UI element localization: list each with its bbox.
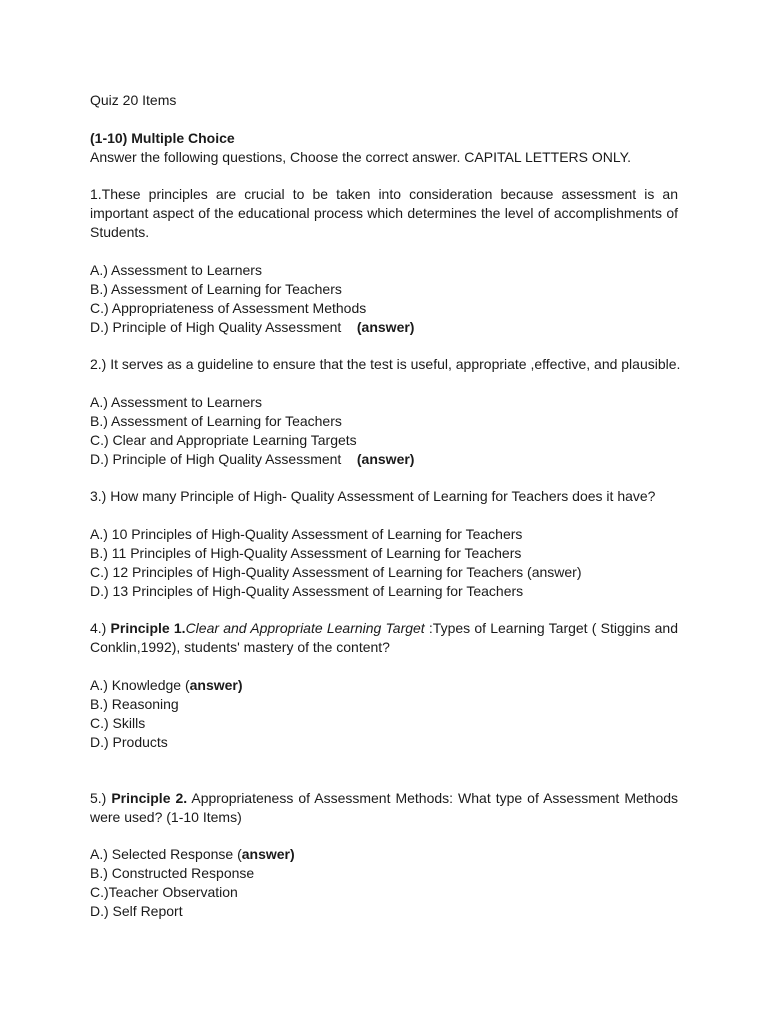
section-heading-text: (1-10) Multiple Choice	[90, 129, 235, 146]
question-4-option-a	[90, 676, 678, 695]
question-4-option-a-text: A.) Knowledge (	[90, 676, 190, 693]
question-1-option-d-text: D.) Principle of High Quality Assessment	[90, 318, 342, 335]
question-5-option-d: D.) Self Report	[90, 903, 183, 919]
question-4-rest: :Types of Learning Target ( Stiggins and Conklin,1992), students' mastery of the content?	[90, 620, 678, 655]
question-5-option-c: C.)Teacher Observation	[90, 884, 238, 900]
question-1-option-b: B.) Assessment of Learning for Teachers	[90, 280, 342, 297]
question-5-option-a-text: A.) Selected Response (	[90, 846, 242, 862]
question-1-text: 1.These principles are crucial to be taken into consideration because assessment is an important aspect of the educational process which determines the level of accomplishments of Students.	[90, 186, 678, 240]
quiz-title: Quiz 20 Items	[90, 92, 177, 108]
question-2-text: 2.) It serves as a guideline to ensure that the test is useful, appropriate ,effective, and plausible.	[90, 356, 681, 372]
question-2-option-b: B.) Assessment of Learning for Teachers	[90, 412, 342, 429]
question-1-option-c: C.) Appropriateness of Assessment Methods	[90, 299, 367, 316]
question-2-option-c: C.) Clear and Appropriate Learning Targets	[90, 431, 357, 448]
question-4-answer-mark: answer)	[189, 676, 243, 693]
question-3-option-d: D.) 13 Principles of High-Quality Assessment of Learning for Teachers	[90, 582, 524, 599]
section-instructions: Answer the following questions, Choose the correct answer. CAPITAL LETTERS ONLY.	[90, 148, 632, 165]
question-5-principle: Principle 2.	[111, 789, 188, 806]
question-4-option-d: D.) Products	[90, 733, 168, 750]
question-5-option-a	[90, 845, 678, 864]
question-5-rest: Appropriateness of Assessment Methods: What type of Assessment Methods were used? (1-10 Items)	[90, 789, 679, 825]
question-5-option-b: B.) Constructed Response	[90, 865, 255, 881]
question-1-answer-mark: (answer)	[356, 318, 415, 335]
document-content	[90, 91, 681, 921]
question-3-text: 3.) How many Principle of High- Quality Assessment of Learning for Teachers does it have?	[90, 488, 656, 504]
question-4-principle: Principle 1.	[110, 620, 186, 636]
question-5-number: 5.)	[90, 789, 107, 806]
question-5-answer-mark: answer)	[241, 846, 295, 862]
question-4-text	[90, 619, 678, 657]
question-2-option-d	[90, 450, 678, 469]
question-4-option-c: C.) Skills	[90, 714, 146, 731]
question-3-option-a: A.) 10 Principles of High-Quality Assessment of Learning for Teachers	[90, 525, 523, 542]
question-4-option-b: B.) Reasoning	[90, 695, 179, 712]
question-2-answer-mark: (answer)	[356, 450, 415, 467]
section-heading	[90, 129, 678, 148]
question-3-option-b: B.) 11 Principles of High-Quality Assessment of Learning for Teachers	[90, 544, 522, 561]
question-2-option-d-text: D.) Principle of High Quality Assessment	[90, 450, 342, 467]
question-2-option-a: A.) Assessment to Learners	[90, 393, 262, 410]
question-4-number: 4.)	[90, 620, 107, 636]
question-4-italic-title: Clear and Appropriate Learning Target	[185, 620, 425, 636]
question-1-option-d	[90, 318, 678, 337]
question-5-text	[90, 789, 678, 827]
question-3-option-c: C.) 12 Principles of High-Quality Assessment of Learning for Teachers (answer)	[90, 563, 582, 580]
question-1-option-a: A.) Assessment to Learners	[90, 261, 262, 278]
